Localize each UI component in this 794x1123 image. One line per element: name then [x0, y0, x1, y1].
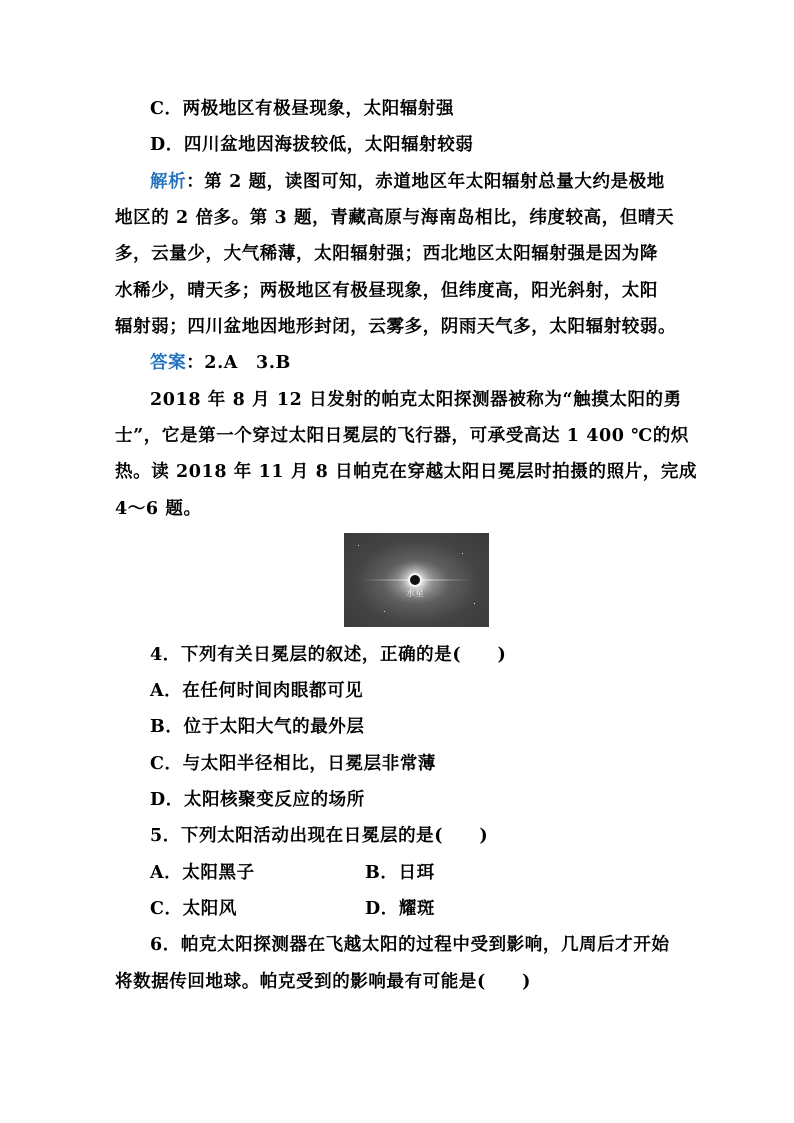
passage-line-2: 士”，它是第一个穿过太阳日冕层的飞行器，可承受高达 1 400 ℃的炽 [115, 426, 690, 446]
q4-option-c: C．与太阳半径相比，日冕层非常薄 [150, 754, 437, 774]
option-d-line: D．四川盆地因海拔较低，太阳辐射较弱 [150, 135, 474, 155]
analysis-text: ：第 2 题，读图可知，赤道地区年太阳辐射总量大约是极地 [186, 172, 665, 192]
option-c-line: C．两极地区有极昼现象，太阳辐射强 [150, 99, 455, 119]
analysis-label: 解析 [150, 172, 187, 192]
answer-line [150, 351, 720, 375]
passage-line-4: 4～6 题。 [115, 499, 202, 519]
analysis-line-4: 水稀少，晴天多；两极地区有极昼现象，但纬度高，阳光斜射，太阳 [115, 281, 658, 301]
answer-label: 答案 [150, 353, 187, 373]
star-dot [384, 611, 385, 612]
q5-option-b: B．日珥 [365, 863, 435, 883]
passage-line-1: 2018 年 8 月 12 日发射的帕克太阳探测器被称为“触摸太阳的勇 [150, 390, 682, 410]
question-6-line-1: 6．帕克太阳探测器在飞越太阳的过程中受到影响，几周后才开始 [150, 935, 670, 955]
analysis-line-5: 辐射弱；四川盆地因地形封闭，云雾多，阴雨天气多，太阳辐射较弱。 [115, 317, 677, 337]
star-dot [462, 553, 463, 554]
q5-option-d: D．耀斑 [365, 899, 436, 919]
passage-line-3: 热。读 2018 年 11 月 8 日帕克在穿越太阳日冕层时拍摄的照片，完成 [115, 462, 698, 482]
q4-option-a: A．在任何时间肉眼都可见 [150, 681, 364, 701]
q5-option-a: A．太阳黑子 [150, 863, 255, 883]
photo-caption: 水星 [406, 589, 425, 599]
analysis-line-2: 地区的 2 倍多。第 3 题，青藏高原与海南岛相比，纬度较高，但晴天 [115, 208, 675, 228]
analysis-first-line [150, 170, 720, 194]
q4-option-d: D．太阳核聚变反应的场所 [150, 790, 365, 810]
q4-option-b: B．位于太阳大气的最外层 [150, 717, 365, 737]
question-4: 4．下列有关日冕层的叙述，正确的是( ) [150, 645, 507, 665]
corona-photo [344, 533, 489, 627]
star-dot [358, 545, 359, 546]
sun-disk [410, 575, 420, 585]
question-5: 5．下列太阳活动出现在日冕层的是( ) [150, 826, 489, 846]
star-dot [474, 603, 475, 604]
answer-text: ：2.A 3.B [186, 353, 291, 373]
q5-option-c: C．太阳风 [150, 899, 237, 919]
analysis-line-3: 多，云量少，大气稀薄，太阳辐射强；西北地区太阳辐射强是因为降 [115, 244, 658, 264]
question-6-line-2: 将数据传回地球。帕克受到的影响最有可能是( ) [115, 972, 531, 992]
